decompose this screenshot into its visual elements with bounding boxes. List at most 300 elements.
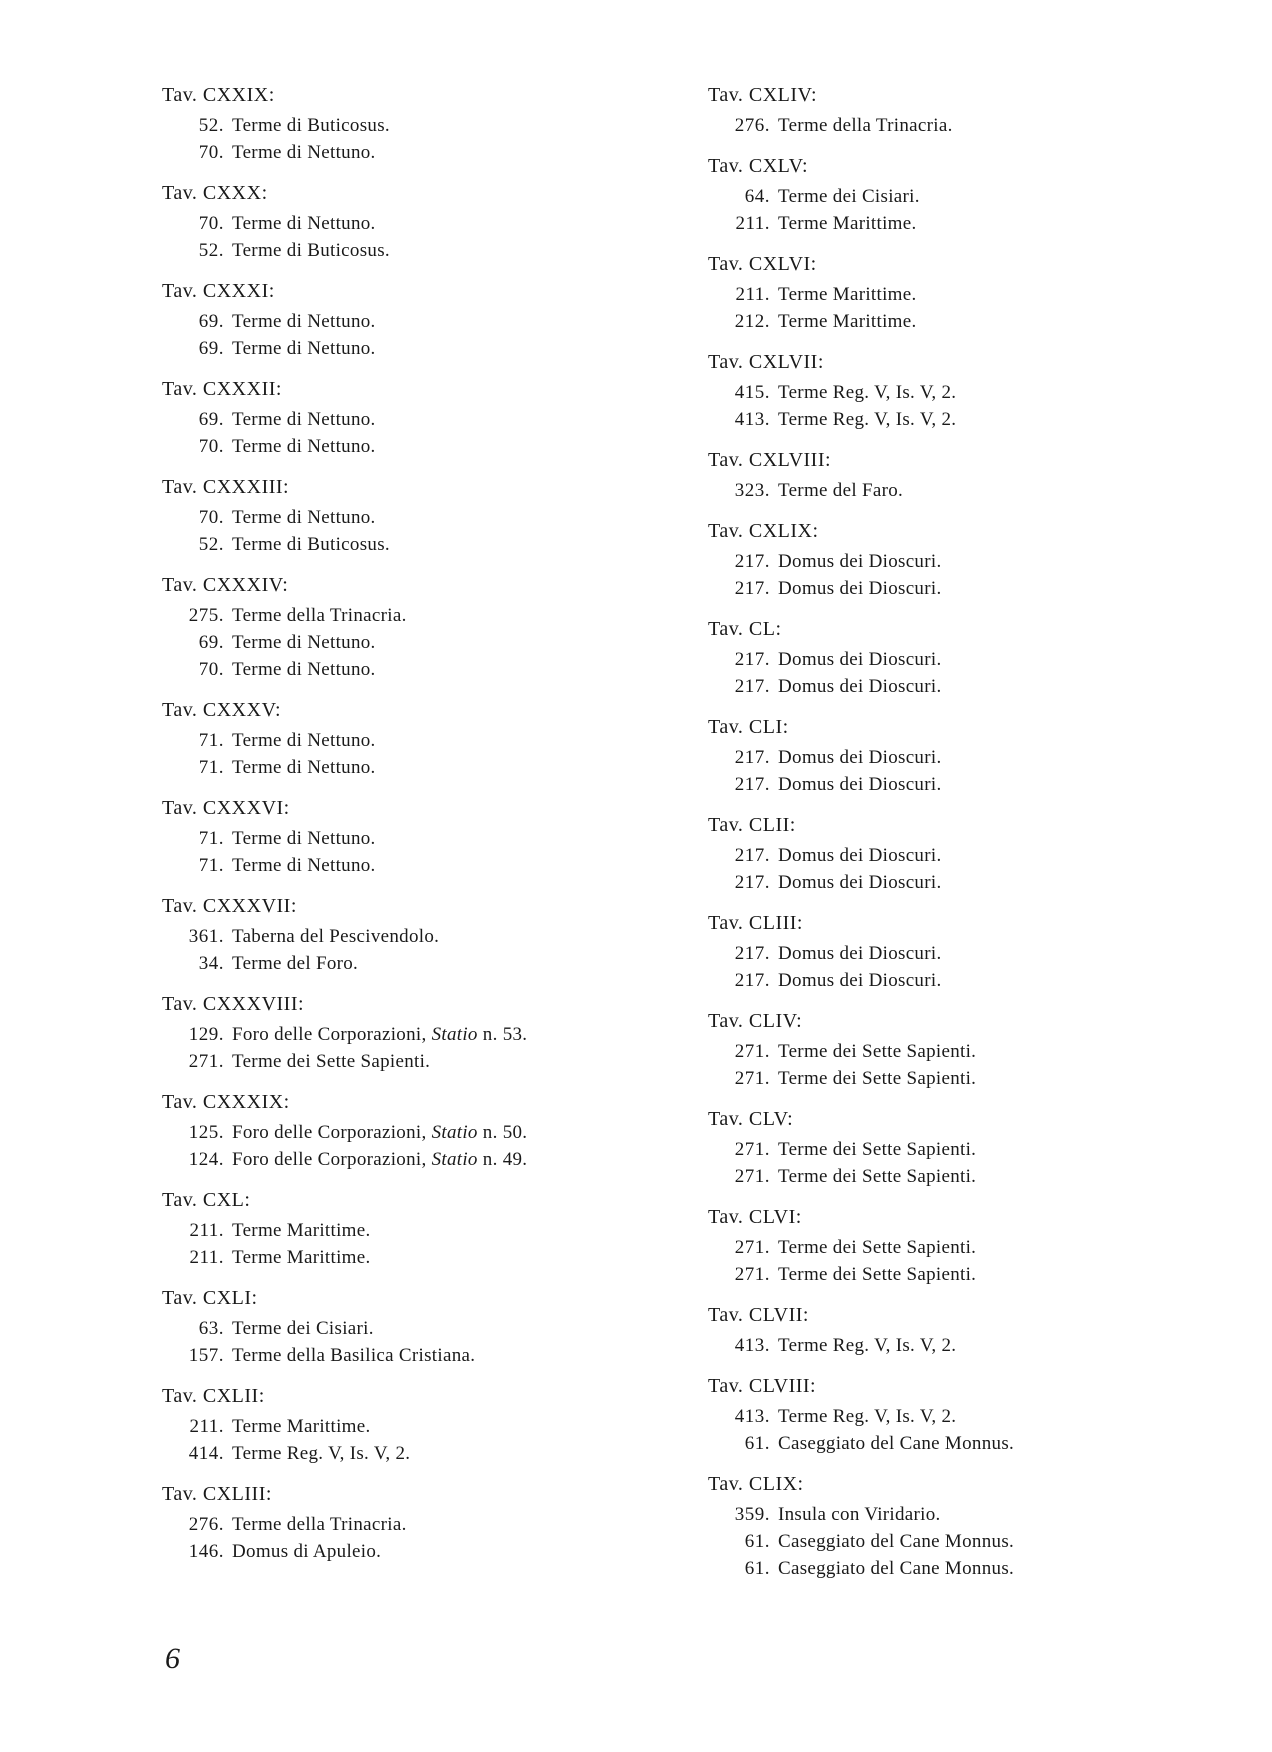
plate-group	[162, 180, 682, 264]
entry-number: 146.	[188, 1541, 224, 1562]
entry-description	[232, 1048, 430, 1075]
entry-number: 211.	[189, 1247, 224, 1268]
entry-description	[232, 825, 376, 852]
entry-description	[778, 548, 942, 575]
entry-number: 275.	[188, 605, 224, 626]
entry-number: 415.	[734, 382, 770, 403]
entry-text: Terme di Nettuno.	[232, 338, 376, 359]
plate-entry	[708, 1234, 1228, 1261]
entry-description	[232, 433, 376, 460]
entry-number: 71.	[198, 855, 224, 876]
entry-description	[232, 406, 376, 433]
plate-group	[708, 153, 1228, 237]
entry-number: 64.	[744, 186, 770, 207]
entry-text: Taberna del Pescivendolo.	[232, 926, 440, 947]
entry-number: 413.	[734, 1335, 770, 1356]
plate-group	[708, 349, 1228, 433]
entry-number: 361.	[188, 926, 224, 947]
entry-number: 52.	[198, 240, 224, 261]
entry-number: 271.	[188, 1051, 224, 1072]
entry-text: Terme dei Sette Sapienti.	[232, 1051, 431, 1072]
plate-heading: Tav. CXLVI:	[708, 253, 817, 275]
entry-number: 217.	[734, 747, 770, 768]
entry-number: 34.	[198, 953, 224, 974]
entry-description	[232, 504, 376, 531]
entry-number: 69.	[198, 338, 224, 359]
entry-description	[232, 1511, 407, 1538]
entry-number: 71.	[198, 730, 224, 751]
entry-description	[778, 1555, 1014, 1582]
plate-entry	[708, 771, 1228, 798]
plate-heading: Tav. CLIV:	[708, 1010, 803, 1032]
plate-entry	[162, 852, 682, 879]
entry-description	[778, 477, 903, 504]
plate-heading: Tav. CXLV:	[708, 155, 809, 177]
entry-number: 217.	[734, 649, 770, 670]
plate-heading: Tav. CXLIV:	[708, 84, 818, 106]
entry-description	[232, 1413, 371, 1440]
plate-entry	[708, 1501, 1228, 1528]
plate-entry	[708, 575, 1228, 602]
entry-text: Terme di Buticosus.	[232, 115, 390, 136]
entry-text: Terme Marittime.	[232, 1247, 371, 1268]
entry-description	[778, 940, 942, 967]
plate-entry	[708, 183, 1228, 210]
plate-entry	[708, 281, 1228, 308]
entry-number: 70.	[198, 213, 224, 234]
entry-description	[232, 923, 439, 950]
entry-text: Terme dei Sette Sapienti.	[778, 1237, 977, 1258]
entry-number: 271.	[734, 1237, 770, 1258]
plate-entry	[708, 1430, 1228, 1457]
entry-number: 71.	[198, 757, 224, 778]
entry-text: Terme di Nettuno.	[232, 730, 376, 751]
entry-text: Terme di Nettuno.	[232, 436, 376, 457]
entry-text: Domus dei Dioscuri.	[778, 747, 942, 768]
plate-entry	[162, 656, 682, 683]
plate-entry	[162, 112, 682, 139]
entry-description	[778, 673, 942, 700]
entry-number: 271.	[734, 1139, 770, 1160]
entry-description	[778, 1038, 976, 1065]
entry-description	[232, 754, 376, 781]
entry-number: 217.	[734, 774, 770, 795]
plate-entry	[162, 727, 682, 754]
plate-group	[708, 910, 1228, 994]
plate-heading: Tav. CXXXV:	[162, 699, 282, 721]
entry-description	[778, 1163, 976, 1190]
plate-entry	[708, 1038, 1228, 1065]
plate-heading: Tav. CLVII:	[708, 1304, 809, 1326]
entry-description	[232, 1217, 371, 1244]
plate-entry	[708, 940, 1228, 967]
entry-description	[778, 869, 942, 896]
entry-text: Terme della Trinacria.	[778, 115, 953, 136]
entry-description	[778, 1403, 956, 1430]
plate-heading: Tav. CXLIX:	[708, 520, 819, 542]
entry-description	[778, 1234, 976, 1261]
entry-text: Terme Reg. V, Is. V, 2.	[778, 409, 957, 430]
entry-number: 125.	[188, 1122, 224, 1143]
plate-entry	[162, 139, 682, 166]
entry-text: Domus dei Dioscuri.	[778, 578, 942, 599]
plate-entry	[162, 531, 682, 558]
entry-number: 211.	[189, 1416, 224, 1437]
plate-entry	[162, 1021, 682, 1048]
plate-entry	[162, 1342, 682, 1369]
plate-group	[162, 893, 682, 977]
entry-text: Terme dei Sette Sapienti.	[778, 1139, 977, 1160]
entry-description	[778, 575, 942, 602]
plate-entry	[162, 210, 682, 237]
entry-text: Terme dei Sette Sapienti.	[778, 1166, 977, 1187]
plate-group	[162, 1089, 682, 1173]
plate-entry	[162, 504, 682, 531]
entry-number: 271.	[734, 1041, 770, 1062]
entry-description	[232, 727, 376, 754]
entry-text: Terme di Nettuno.	[232, 659, 376, 680]
entry-number: 414.	[188, 1443, 224, 1464]
plate-entry	[162, 1315, 682, 1342]
entry-description	[232, 1315, 374, 1342]
plate-entry	[708, 379, 1228, 406]
entry-description	[232, 308, 376, 335]
plate-entry	[162, 308, 682, 335]
plate-entry	[162, 1119, 682, 1146]
entry-text: Terme dei Sette Sapienti.	[778, 1068, 977, 1089]
plate-group	[162, 474, 682, 558]
plate-group	[708, 812, 1228, 896]
plate-entry	[162, 754, 682, 781]
entry-description	[232, 112, 390, 139]
plate-entry	[708, 1136, 1228, 1163]
entry-description	[232, 139, 376, 166]
plate-heading: Tav. CLIX:	[708, 1473, 804, 1495]
plate-entry	[708, 1261, 1228, 1288]
entry-text: Domus dei Dioscuri.	[778, 774, 942, 795]
entry-number: 52.	[198, 534, 224, 555]
plate-heading: Tav. CXXIX:	[162, 84, 275, 106]
plate-heading: Tav. CXXXIII:	[162, 476, 290, 498]
entry-number: 413.	[734, 409, 770, 430]
entry-description	[232, 1021, 527, 1048]
entry-text: Insula con Viridario.	[778, 1504, 941, 1525]
plate-heading: Tav. CXLII:	[162, 1385, 265, 1407]
plate-group	[162, 572, 682, 683]
entry-text: Domus dei Dioscuri.	[778, 676, 942, 697]
right-column	[708, 82, 1228, 1596]
entry-text: Terme di Nettuno.	[232, 311, 376, 332]
plate-heading: Tav. CLV:	[708, 1108, 794, 1130]
entry-number: 217.	[734, 578, 770, 599]
plate-group	[162, 697, 682, 781]
entry-number: 129.	[188, 1024, 224, 1045]
page-number: 6	[165, 1642, 180, 1675]
plate-entry	[708, 967, 1228, 994]
entry-text: Terme di Nettuno.	[232, 507, 376, 528]
entry-description	[232, 531, 390, 558]
entry-description	[232, 335, 376, 362]
entry-number: 70.	[198, 659, 224, 680]
plate-entry	[162, 1413, 682, 1440]
entry-description	[778, 967, 942, 994]
entry-description	[778, 379, 956, 406]
entry-text: Terme di Nettuno.	[232, 409, 376, 430]
entry-description	[232, 1440, 410, 1467]
entry-description	[778, 842, 942, 869]
entry-text: Terme della Trinacria.	[232, 1514, 407, 1535]
entry-text: Terme del Foro.	[232, 953, 359, 974]
entry-text: Domus dei Dioscuri.	[778, 649, 942, 670]
plate-heading: Tav. CXXXVI:	[162, 797, 290, 819]
plate-group	[708, 714, 1228, 798]
entry-text: Terme Reg. V, Is. V, 2.	[232, 1443, 411, 1464]
entry-number: 69.	[198, 409, 224, 430]
plate-entry	[162, 1511, 682, 1538]
entry-tail: n. 50.	[482, 1122, 528, 1143]
plate-entry	[162, 237, 682, 264]
entry-number: 271.	[734, 1068, 770, 1089]
plate-heading: Tav. CXLIII:	[162, 1483, 272, 1505]
entry-text: Terme Marittime.	[778, 284, 917, 305]
entry-number: 217.	[734, 872, 770, 893]
plate-heading: Tav. CLVI:	[708, 1206, 802, 1228]
plate-entry	[708, 1555, 1228, 1582]
entry-description	[232, 1119, 527, 1146]
entry-text: Domus dei Dioscuri.	[778, 845, 942, 866]
plate-entry	[162, 602, 682, 629]
plate-entry	[162, 433, 682, 460]
plate-entry	[162, 1146, 682, 1173]
plate-entry	[708, 1528, 1228, 1555]
entry-text: Terme di Nettuno.	[232, 632, 376, 653]
entry-number: 52.	[198, 115, 224, 136]
plate-group	[162, 376, 682, 460]
plate-group	[162, 1187, 682, 1271]
entry-description	[232, 1538, 381, 1565]
entry-number: 217.	[734, 943, 770, 964]
plate-heading: Tav. CXXXIV:	[162, 574, 289, 596]
entry-number: 413.	[734, 1406, 770, 1427]
entry-number: 276.	[734, 115, 770, 136]
plate-entry	[162, 406, 682, 433]
plate-entry	[162, 1244, 682, 1271]
plate-group	[162, 991, 682, 1075]
entry-number: 323.	[734, 480, 770, 501]
entry-description	[778, 112, 953, 139]
plate-heading: Tav. CXLVII:	[708, 351, 824, 373]
entry-text: Terme di Nettuno.	[232, 757, 376, 778]
entry-text: Terme del Faro.	[778, 480, 904, 501]
entry-description	[232, 852, 376, 879]
plate-heading: Tav. CXXX:	[162, 182, 268, 204]
entry-description	[232, 629, 376, 656]
entry-number: 212.	[734, 311, 770, 332]
plate-entry	[708, 477, 1228, 504]
plate-heading: Tav. CXL:	[162, 1189, 251, 1211]
entry-description	[232, 602, 407, 629]
entry-number: 217.	[734, 551, 770, 572]
entry-number: 211.	[735, 213, 770, 234]
plate-entry	[162, 335, 682, 362]
plate-group	[162, 795, 682, 879]
entry-description	[778, 1528, 1014, 1555]
plate-group	[708, 1302, 1228, 1359]
entry-tail: n. 53.	[482, 1024, 528, 1045]
plate-heading: Tav. CXLI:	[162, 1287, 258, 1309]
plate-heading: Tav. CXXXI:	[162, 280, 275, 302]
entry-text: Terme Marittime.	[778, 311, 917, 332]
entry-text: Caseggiato del Cane Monnus.	[778, 1558, 1015, 1579]
entry-number: 157.	[188, 1345, 224, 1366]
entry-text: Terme della Basilica Cristiana.	[232, 1345, 476, 1366]
entry-text: Caseggiato del Cane Monnus.	[778, 1433, 1015, 1454]
entry-number: 61.	[744, 1433, 770, 1454]
plate-heading: Tav. CLII:	[708, 814, 796, 836]
entry-text: Terme Reg. V, Is. V, 2.	[778, 1406, 957, 1427]
plate-entry	[708, 842, 1228, 869]
plate-entry	[708, 869, 1228, 896]
entry-description	[778, 183, 920, 210]
plate-entry	[708, 646, 1228, 673]
plate-entry	[708, 1332, 1228, 1359]
entry-text: Terme dei Sette Sapienti.	[778, 1041, 977, 1062]
entry-text: Terme dei Sette Sapienti.	[778, 1264, 977, 1285]
plate-entry	[708, 744, 1228, 771]
entry-text: Terme Reg. V, Is. V, 2.	[778, 382, 957, 403]
plate-entry	[708, 1163, 1228, 1190]
plate-entry	[162, 1217, 682, 1244]
entry-text: Terme Marittime.	[232, 1416, 371, 1437]
entry-text: Terme di Nettuno.	[232, 855, 376, 876]
entry-description	[778, 1065, 976, 1092]
entry-tail: n. 49.	[482, 1149, 528, 1170]
entry-description	[778, 406, 956, 433]
entry-number: 70.	[198, 507, 224, 528]
entry-text: Caseggiato del Cane Monnus.	[778, 1531, 1015, 1552]
plate-entry	[708, 210, 1228, 237]
plate-group	[708, 1471, 1228, 1582]
entry-description	[778, 210, 917, 237]
entry-number: 124.	[188, 1149, 224, 1170]
entry-number: 217.	[734, 970, 770, 991]
entry-number: 71.	[198, 828, 224, 849]
plate-entry	[708, 1403, 1228, 1430]
entry-italic: Statio	[431, 1149, 478, 1170]
plate-group	[162, 1383, 682, 1467]
plate-group	[708, 82, 1228, 139]
entry-description	[778, 771, 942, 798]
entry-description	[232, 237, 390, 264]
plate-group	[708, 1373, 1228, 1457]
entry-description	[232, 950, 358, 977]
plate-heading: Tav. CXXXIX:	[162, 1091, 290, 1113]
entry-text: Terme Reg. V, Is. V, 2.	[778, 1335, 957, 1356]
plate-heading: Tav. CXLVIII:	[708, 449, 832, 471]
plate-entry	[708, 112, 1228, 139]
plate-heading: Tav. CLIII:	[708, 912, 803, 934]
plate-group	[708, 447, 1228, 504]
entry-description	[232, 1146, 527, 1173]
entry-number: 211.	[189, 1220, 224, 1241]
plate-entry	[708, 673, 1228, 700]
plate-heading: Tav. CLVIII:	[708, 1375, 817, 1397]
plate-entry	[162, 1538, 682, 1565]
entry-number: 69.	[198, 632, 224, 653]
entry-number: 69.	[198, 311, 224, 332]
entry-description	[778, 1430, 1014, 1457]
plate-entry	[162, 629, 682, 656]
plate-group	[708, 251, 1228, 335]
plate-entry	[162, 1440, 682, 1467]
entry-text: Terme di Nettuno.	[232, 213, 376, 234]
entry-number: 70.	[198, 142, 224, 163]
plate-entry	[708, 308, 1228, 335]
plate-entry	[708, 406, 1228, 433]
entry-number: 70.	[198, 436, 224, 457]
plate-entry	[162, 1048, 682, 1075]
entry-description	[232, 210, 376, 237]
entry-description	[232, 1244, 371, 1271]
plate-heading: Tav. CLI:	[708, 716, 789, 738]
plate-heading: Tav. CXXXII:	[162, 378, 282, 400]
entry-description	[778, 281, 917, 308]
plate-entry	[708, 548, 1228, 575]
entry-description	[232, 1342, 475, 1369]
entry-text: Domus dei Dioscuri.	[778, 872, 942, 893]
entry-text: Terme della Trinacria.	[232, 605, 407, 626]
entry-text: Terme dei Cisiari.	[778, 186, 920, 207]
plate-group	[162, 82, 682, 166]
entry-number: 63.	[198, 1318, 224, 1339]
entry-text: Terme Marittime.	[232, 1220, 371, 1241]
entry-italic: Statio	[431, 1024, 478, 1045]
entry-description	[778, 1261, 976, 1288]
plate-group	[708, 518, 1228, 602]
plate-heading: Tav. CL:	[708, 618, 782, 640]
entry-text: Terme Marittime.	[778, 213, 917, 234]
plate-heading: Tav. CXXXVIII:	[162, 993, 305, 1015]
entry-text: Foro delle Corporazioni,	[232, 1149, 427, 1170]
plate-group	[708, 1106, 1228, 1190]
entry-text: Domus dei Dioscuri.	[778, 970, 942, 991]
entry-text: Domus dei Dioscuri.	[778, 943, 942, 964]
left-column	[162, 82, 682, 1579]
plate-entry	[162, 825, 682, 852]
entry-text: Terme di Buticosus.	[232, 534, 390, 555]
plate-group	[708, 1008, 1228, 1092]
entry-description	[778, 1136, 976, 1163]
entry-description	[232, 656, 376, 683]
entry-description	[778, 744, 942, 771]
entry-description	[778, 308, 917, 335]
plate-entry	[708, 1065, 1228, 1092]
entry-number: 271.	[734, 1166, 770, 1187]
plate-group	[162, 1481, 682, 1565]
entry-number: 217.	[734, 676, 770, 697]
entry-italic: Statio	[431, 1122, 478, 1143]
plate-entry	[162, 950, 682, 977]
plate-group	[162, 278, 682, 362]
entry-number: 276.	[188, 1514, 224, 1535]
plate-group	[708, 1204, 1228, 1288]
entry-text: Terme di Nettuno.	[232, 828, 376, 849]
entry-text: Terme di Nettuno.	[232, 142, 376, 163]
entry-number: 61.	[744, 1558, 770, 1579]
entry-number: 217.	[734, 845, 770, 866]
entry-number: 61.	[744, 1531, 770, 1552]
entry-description	[778, 1332, 956, 1359]
